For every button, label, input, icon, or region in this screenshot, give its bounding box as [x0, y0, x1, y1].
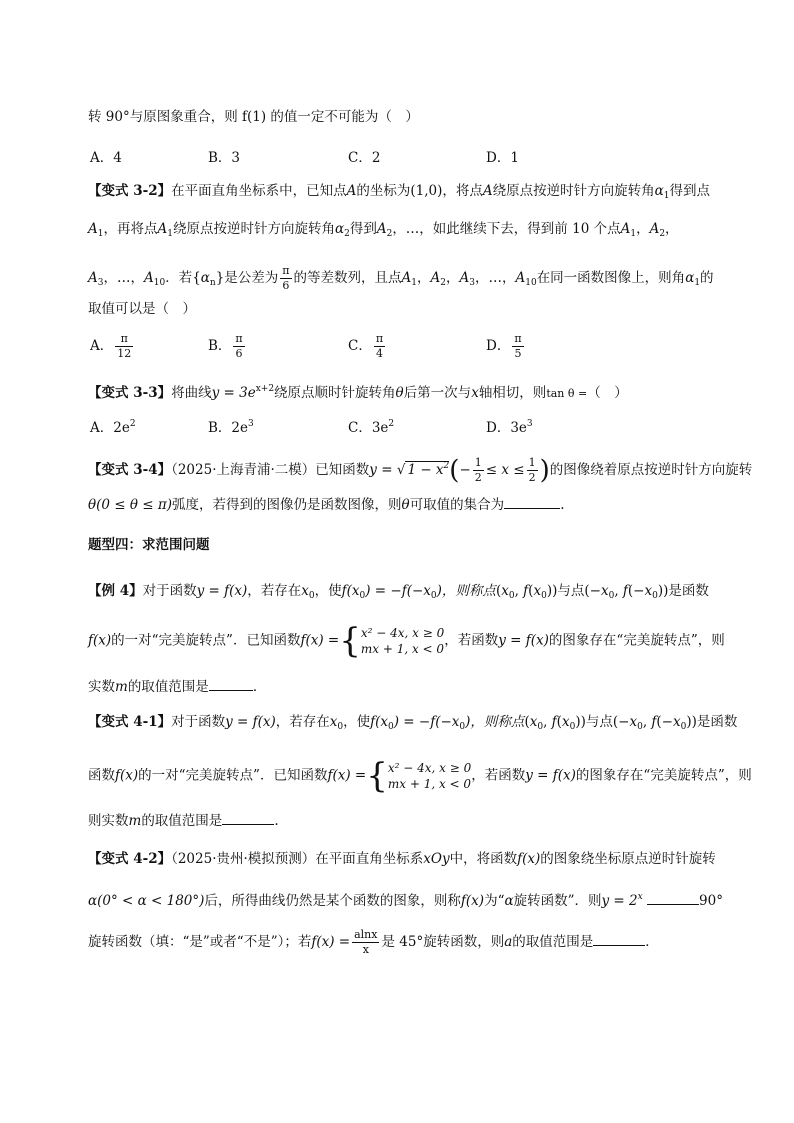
- label: D．: [486, 338, 511, 354]
- v32-option-d: [486, 332, 526, 361]
- text: 在同一函数图像上，则角: [536, 270, 686, 286]
- v41-line1: 【变式 4-1】对于函数y = f(x)，若存在$x_0$，使$f(x_0) = -f(-x_0)$，则称点($x_0$, $f(x_0)$)与点($-x_0$, $f(-x_0)$)是函数: [88, 714, 738, 732]
- sub: 2: [440, 278, 446, 288]
- fraction: $\frac{\pi}{4}$: [375, 332, 384, 360]
- text: 可取值的集合为: [409, 497, 505, 513]
- var: m: [115, 679, 128, 695]
- text: 得到点: [669, 183, 710, 199]
- sub: 1: [694, 278, 701, 288]
- text: 与点: [557, 583, 585, 599]
- v33-option-a: A．$2e^2$: [90, 419, 136, 436]
- piecewise: x² − 4x, x ≥ 0 mx + 1, x < 0: [360, 626, 445, 656]
- var: A: [346, 183, 357, 199]
- source: （2025·上海青浦·二模）: [171, 462, 316, 478]
- text: 在平面直角坐标系中，已知点: [171, 183, 347, 199]
- v32-line3: $A_3$，…，$A_{10}$．若$\{\alpha_n\}$是公差为 $\frac{\pi}{6}$ 的等差数列，且点$A_1$，$A_2$，$A_3$，…，$A_{10}$在同一函数图像上，则角$\alpha_1$的: [88, 264, 714, 292]
- var: A: [515, 270, 526, 286]
- text: 弧度，若得到的图像仍是函数图像，则: [172, 497, 402, 513]
- var: x: [301, 583, 309, 599]
- math: ) = −f(−x: [365, 583, 431, 599]
- math: f(x) =: [300, 632, 340, 649]
- answer-blank[interactable]: [222, 810, 274, 825]
- problem-continuation: 转 90°与原图象重合，则 f(1) 的值一定不可能为（ ）: [88, 109, 419, 125]
- sup: x+2: [255, 384, 275, 394]
- text: 绕原点按逆时针方向旋转角: [172, 221, 335, 237]
- sub: 2: [386, 229, 393, 239]
- text: 是函数: [668, 583, 709, 599]
- var: A: [459, 270, 470, 286]
- sub: 3: [97, 278, 104, 288]
- math: y = 3e: [211, 385, 256, 401]
- label: B．: [208, 338, 232, 354]
- var: θ: [395, 385, 404, 401]
- v42-tag: 【变式 4-2】: [88, 851, 172, 867]
- answer-blank[interactable]: [209, 676, 253, 691]
- math: f(x: [341, 583, 360, 599]
- v32-line4: 取值可以是（ ）: [88, 301, 196, 317]
- text: 将曲线: [171, 385, 212, 401]
- text: 的一对“完美旋转点”．已知函数: [111, 632, 301, 649]
- v34-tag: 【变式 3-4】: [88, 462, 172, 478]
- math: )，则称点: [436, 583, 496, 599]
- text: 对于函数: [142, 583, 197, 599]
- math: α(0° < α < 180°): [88, 893, 205, 909]
- option-b: B．3: [208, 150, 241, 166]
- text: 轴相切，则: [478, 385, 547, 401]
- label: A．: [90, 338, 114, 354]
- text: 的: [700, 270, 714, 286]
- v33-option-b: B．$2e^3$: [208, 419, 254, 436]
- text: 绕原点按逆时针方向旋转角: [492, 183, 655, 199]
- v34-line2: θ(0 ≤ θ ≤ π)弧度，若得到的图像仍是函数图像，则θ可取值的集合为 .: [88, 494, 564, 514]
- v42-line3: 旋转函数（填：“是”或者“不是”）；若f(x) = $\frac{alnx}{x}$ 是 45°旋转函数，则a的取值范围是 ．: [88, 928, 659, 956]
- sub: 10: [153, 278, 166, 288]
- text: 的图象存在“完美旋转点”，则: [548, 632, 725, 649]
- answer-blank[interactable]: [593, 931, 645, 946]
- math: f(x): [88, 632, 112, 649]
- piecewise: x² − 4x, x ≥ 0 mx + 1, x < 0: [387, 761, 472, 791]
- ex4-tag: 【例 4】: [88, 583, 143, 599]
- text: ．若: [165, 270, 193, 286]
- v32-option-b: [208, 332, 247, 361]
- sub: 2: [659, 229, 666, 239]
- v32-option-a: [90, 332, 135, 361]
- ex4-line3: 实数m的取值范围是 ．: [88, 676, 266, 696]
- fraction: $\frac{\pi}{6}$: [282, 264, 290, 292]
- v41-line3: 则实数m的取值范围是 .: [88, 810, 279, 830]
- sub: 1: [97, 229, 104, 239]
- var: α: [334, 221, 345, 237]
- sub: n: [209, 278, 216, 288]
- source: （2025·贵州·模拟预测）: [171, 851, 316, 867]
- text: 是公差为: [224, 270, 279, 286]
- fraction: $\frac{\pi}{12}$: [117, 332, 132, 360]
- text: ，…，: [103, 270, 144, 286]
- sub: 1: [167, 229, 173, 239]
- var: A: [430, 270, 441, 286]
- text: ，若函数: [444, 632, 499, 649]
- math: y = f(x): [196, 583, 248, 599]
- text: 得到: [349, 221, 377, 237]
- ex4-line2: f(x)的一对“完美旋转点”．已知函数f(x) ={ x² − 4x, x ≥ 0 mx + 1, x < 0 ，若函数y = f(x)的图象存在“完美旋转点”，则: [88, 621, 725, 661]
- math: θ(0 ≤ θ ≤ π): [88, 497, 173, 513]
- var: A: [88, 270, 98, 286]
- var: A: [88, 221, 98, 237]
- var: A: [482, 183, 493, 199]
- v33-line1: [88, 380, 628, 403]
- var: A: [143, 270, 154, 286]
- fraction: $\frac{alnx}{x}$: [354, 928, 378, 956]
- var: A: [157, 221, 168, 237]
- math: f(x): [517, 851, 541, 867]
- sub: 3: [469, 278, 475, 288]
- v32-tag: 【变式 3-2】: [88, 183, 172, 199]
- label: C．: [348, 338, 372, 354]
- v41-line2: 函数f(x)的一对“完美旋转点”．已知函数f(x) ={ x² − 4x, x ≥ 0 mx + 1, x < 0 ，若函数y = f(x)的图象存在“完美旋转点”，则: [88, 756, 752, 796]
- var: α: [200, 270, 210, 286]
- option-d: D．1: [486, 150, 519, 166]
- fraction: $\frac{\pi}{6}$: [235, 332, 243, 360]
- answer-blank[interactable]: [647, 890, 699, 905]
- var: θ: [401, 497, 410, 513]
- text: 的坐标为: [356, 183, 411, 199]
- text: ，…，如此继续下去，得到前 10 个点: [392, 221, 621, 237]
- text: （ ）: [587, 385, 628, 401]
- v41-tag: 【变式 4-1】: [88, 714, 172, 730]
- math: y =: [369, 462, 393, 478]
- v32-line2: $A_1$，再将点$A_1$绕原点按逆时针方向旋转角$\alpha_2$得到$A_2$，…，如此继续下去，得到前 10 个点$A_1$，$A_2$，: [88, 221, 679, 239]
- math: tan θ =: [546, 387, 588, 400]
- var: A: [620, 221, 631, 237]
- var: A: [376, 221, 387, 237]
- text: ，若存在: [247, 583, 302, 599]
- var: x: [471, 385, 479, 401]
- text: ，将点: [442, 183, 483, 199]
- option-a: A．4: [90, 150, 122, 166]
- v34-line1: 【变式 3-4】（2025·上海青浦·二模）已知函数y = √ $1 - x^2(-$ $\frac{1}{2}$ ≤ x ≤ $\frac{1}{2}$ )的图像绕着原点按逆时针方向旋转: [88, 455, 753, 486]
- text: ，再将点: [103, 221, 158, 237]
- v33-option-c: C．$3e^2$: [348, 419, 395, 436]
- answer-blank[interactable]: [504, 494, 560, 509]
- v42-line1: 【变式 4-2】（2025·贵州·模拟预测）在平面直角坐标系xOy中，将函数f(x)的图象绕坐标原点逆时针旋转: [88, 851, 716, 867]
- option-c: C．2: [348, 150, 381, 166]
- math: xOy: [423, 851, 450, 867]
- sub: 10: [525, 278, 537, 288]
- text: 的图像绕着原点按逆时针方向旋转: [549, 462, 753, 478]
- text: 的等差数列，且点: [293, 270, 402, 286]
- var: α: [654, 183, 664, 199]
- sub: 1: [630, 229, 637, 239]
- text: 已知函数: [315, 462, 370, 478]
- sub: 2: [344, 229, 350, 239]
- text: 后第一次与: [403, 385, 472, 401]
- fraction: $\frac{\pi}{5}$: [514, 332, 522, 360]
- section-title: 题型四：求范围问题: [88, 537, 210, 553]
- var: A: [649, 221, 660, 237]
- math: (1,0): [410, 183, 443, 199]
- var: α: [685, 270, 695, 286]
- text: 绕原点顺时针旋转角: [274, 385, 396, 401]
- text: ，使: [314, 583, 342, 599]
- ex4-line1: 【例 4】对于函数y = f(x)，若存在$x_0$，使$f(x_0) = -f(-x_0)$，则称点($x_0$, $f(x_0)$)与点($-x_0$, $f(-x_0)$)是函数: [88, 583, 709, 601]
- v32-line1: [88, 182, 710, 205]
- v32-option-c: [348, 332, 387, 361]
- v42-line2: α(0° < α < 180°)后，所得曲线仍然是某个函数的图象，则称f(x)为“α旋转函数”．则$y = 2^x$ 90°: [88, 892, 723, 909]
- sqrt: $1 - x^2$: [407, 461, 450, 478]
- v33-option-d: D．$3e^3$: [486, 419, 533, 436]
- sub: 1: [411, 278, 418, 288]
- math: y = f(x): [498, 632, 549, 649]
- var: A: [401, 270, 412, 286]
- v33-tag: 【变式 3-3】: [88, 385, 172, 401]
- sub: 1: [663, 191, 670, 201]
